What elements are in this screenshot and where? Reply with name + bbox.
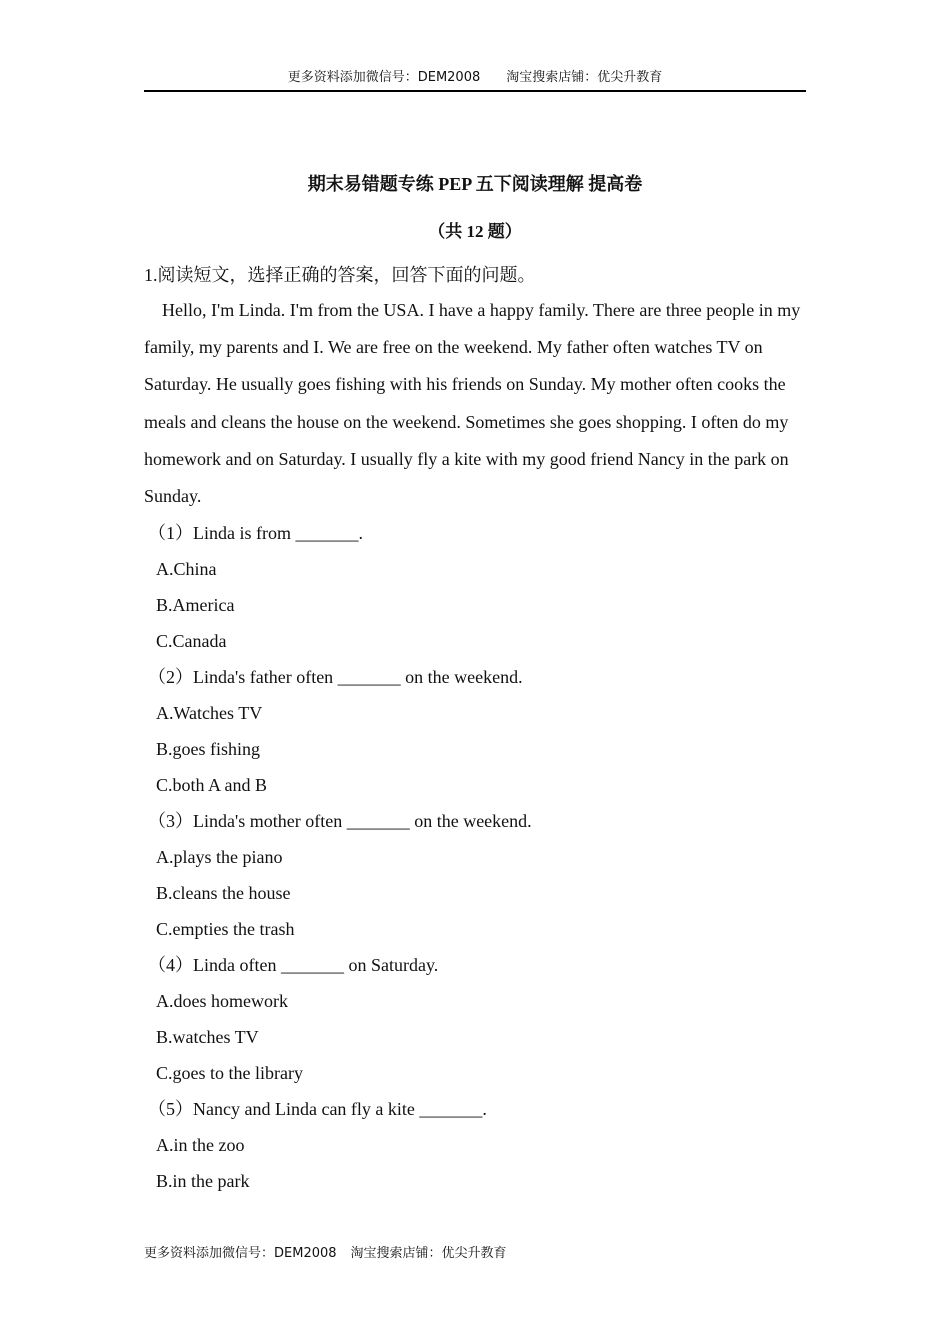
header-shop: 淘宝搜索店铺：优尖升教育 — [506, 70, 663, 85]
option-1a: A.China — [156, 559, 217, 580]
option-2a: A.Watches TV — [156, 703, 263, 724]
option-5a: A.in the zoo — [156, 1135, 245, 1156]
sub-question-2: （2）Linda's father often _______ on the weekend. — [148, 667, 523, 688]
option-4b: B.watches TV — [156, 1027, 259, 1048]
option-4c: C.goes to the library — [156, 1063, 303, 1084]
option-2c: C.both A and B — [156, 775, 268, 796]
footer-shop: 淘宝搜索店铺：优尖升教育 — [350, 1246, 507, 1261]
sub-question-4: （4）Linda often _______ on Saturday. — [148, 955, 439, 976]
page-title: 期末易错题专练 PEP 五下阅读理解 提高卷 — [307, 174, 643, 194]
header-wechat: 更多资料添加微信号：DEM2008 — [287, 70, 481, 85]
sub-question-1: （1）Linda is from _______. — [148, 523, 363, 544]
page-subtitle: （共 12 题） — [428, 222, 522, 241]
question-1 — [144, 262, 808, 1199]
option-5b: B.in the park — [156, 1171, 250, 1192]
option-1b: B.America — [156, 595, 235, 616]
sub-question-3: （3）Linda's mother often _______ on the weekend. — [148, 811, 532, 832]
option-2b: B.goes fishing — [156, 739, 261, 760]
option-1c: C.Canada — [156, 631, 227, 652]
question-1-heading: 1.阅读短文，选择正确的答案，回答下面的问题。 — [144, 265, 536, 285]
option-3b: B.cleans the house — [156, 883, 291, 904]
option-3a: A.plays the piano — [156, 847, 283, 868]
page-header — [144, 66, 806, 92]
page-footer — [144, 1243, 507, 1265]
option-4a: A.does homework — [156, 991, 288, 1012]
option-3c: C.empties the trash — [156, 919, 295, 940]
reading-passage: Hello, I'm Linda. I'm from the USA. I have a happy family. There are three people in my family, my parents and I. We are free on the weekend. My father often watches TV on Saturday. He usually goes fishing with his friends on Sunday. My mother often cooks the meals and cleans the house on the weekend. Sometimes she goes shopping. I often do my homework and on Saturday. I usually fly a kite with my good friend Nancy in the park on Sunday. — [144, 300, 801, 507]
footer-wechat: 更多资料添加微信号：DEM2008 — [144, 1246, 337, 1261]
sub-question-5: （5）Nancy and Linda can fly a kite _______. — [148, 1099, 487, 1120]
